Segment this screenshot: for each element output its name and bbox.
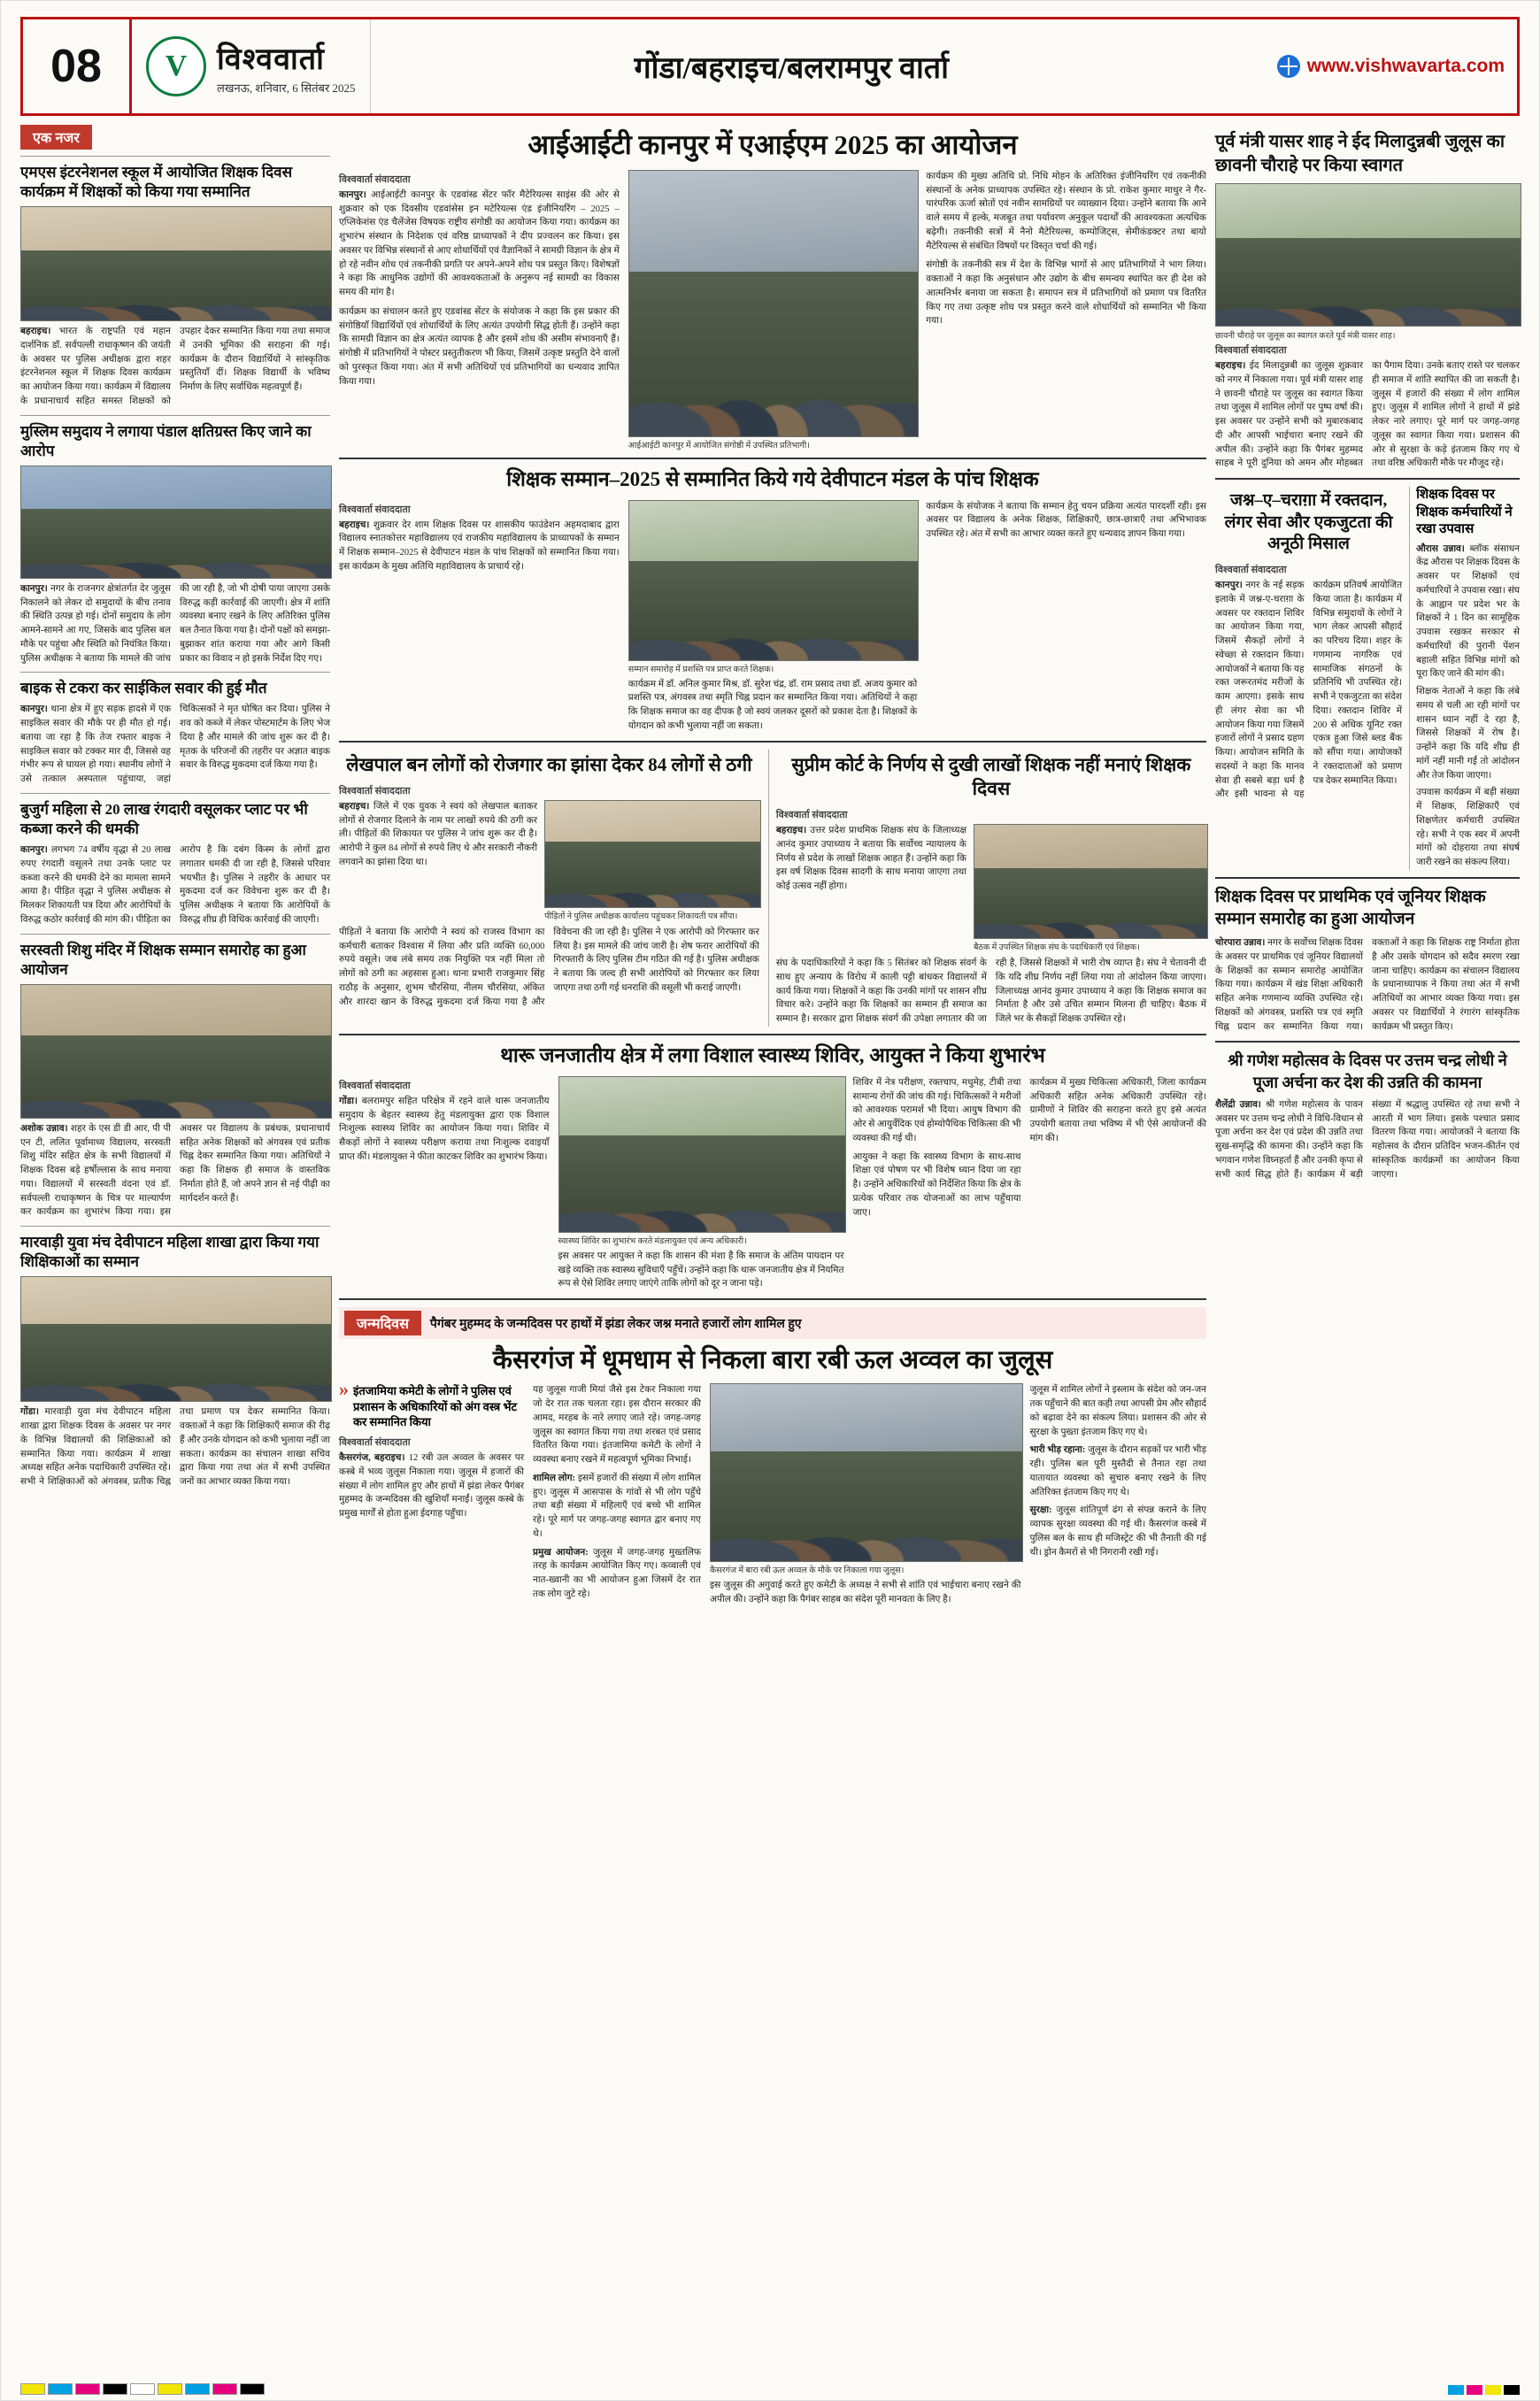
body: नगर के नई सड़क इलाके में जश्न-ए-चराग़ा के अवसर पर रक्तदान शिविर का आयोजन किया गया, जिसमें सैकड़ों लोगों ने स्वेच्छा से रक्तदान किया। आयोजकों ने बताया कि यह रक्त जरूरतमंद मरीजों के काम आएगा। [1215,581,1305,703]
edition-title: गोंडा/बहराइच/बलरामपुर वार्ता [634,52,949,85]
article-extortion [20,800,330,927]
body-3: जुलूस में शामिल लोगों ने हाथों में झंडे लेकर नारे लगाए। पूरे मार्ग पर जगह-जगह जुलूस का स्वागत किया गया। प्रशासन की ओर से सुरक्षा के कड़े इंतजाम किए गए थे तथा वरिष्ठ अधिकारी मौके पर मौजूद रहे। [1372,403,1520,469]
byline: विश्ववार्ता संवाददाता [339,1080,411,1091]
body-3: कार्यक्रम में विभिन्न समुदायों के लोगों ने भाग लेकर आपसी सौहार्द का परिचय दिया। शहर के गणमान्य नागरिक एवं सामाजिक संगठनों के प्रतिनिधि भी उपस्थित रहे। सभी ने एकजुटता का संदेश दिया। [1313,594,1403,716]
body: थाना क्षेत्र में हुए सड़क हादसे में एक साइकिल सवार की मौके पर ही मौत हो गई। बताया जा रहा है कि तेज रफ्तार बाइक ने साइकिल सवार को टक्कर मार दी, जिससे वह गंभीर रूप से घायल हो गया। स्थानीय लोगों ने उसे तत्काल अस्पताल पहुंचाया, जहां चिकित्सकों ने मृत घोषित कर दिया। पुलिस ने शव को कब्जे में लेकर पोस्टमार्टम के लिए भेज दिया है और मामले की जांच शुरू कर दी है। मृतक के परिजनों की तहरीर पर अज्ञात बाइक सवार के विरुद्ध मुकदमा दर्ज किया गया है। [20,704,330,785]
article-tharu-health-camp [339,1043,1206,1291]
dateline: गोंडा। [339,1096,358,1106]
body-6: जुलूस में शामिल लोगों ने इस्लाम के संदेश को जन-जन तक पहुँचाने की बात कही तथा आपसी प्रेम और सौहार्द को बढ़ावा देने का संकल्प लिया। प्रशासन की ओर से सुरक्षा के पुख्ता इंतजाम किए गए थे। [1029,1385,1206,1437]
dateline: कानपुर। [20,845,48,856]
dateline: कैसरगंज, बहराइच। [339,1453,405,1464]
body: बलरामपुर सहित परिक्षेत्र में रहने वाले थारू जनजातीय समुदाय के बेहतर स्वास्थ्य हेतु मंडलायुक्त द्वारा एक विशाल निःशुल्क स्वास्थ्य शिविर का आयोजन किया गया। शिविर में सैकड़ों लोगों ने स्वास्थ्य परीक्षण कराया तथा निःशुल्क दवाइयाँ प्राप्त कीं। मंडलायुक्त ने फीता काटकर शिविर का शुभारंभ किया। [339,1096,550,1162]
dateline: औरास उन्नाव। [1416,543,1465,554]
body: श्री गणेश महोत्सव के पावन अवसर पर उत्तम चन्द्र लोधी ने विधि-विधान से पूजा अर्चना कर देश एवं प्रदेश की उन्नति तथा सुख-समृद्धि की कामना की। उन्होंने कहा कि भगवान गणेश विघ्नहर्ता हैं और उनकी कृपा से सभी कार्य सिद्ध होते हैं। [1215,1099,1363,1180]
article-photo [710,1383,1023,1562]
headline: लेखपाल बन लोगों को रोजगार का झांसा देकर 84 लोगों से ठगी [346,753,752,775]
article-photo [1215,183,1521,327]
article-photo [20,206,332,321]
photo-caption: पीड़ितों ने पुलिस अधीक्षक कार्यालय पहुंचकर शिकायती पत्र सौंपा। [544,912,738,921]
dateline: बहराइच। [339,519,370,530]
headline: मारवाड़ी युवा मंच देवीपाटन महिला शाखा द्वारा किया गया शिक्षिकाओं का सम्मान [20,1234,320,1271]
body-3: कार्यक्रम के संयोजक ने बताया कि सम्मान हेतु चयन प्रक्रिया अत्यंत पारदर्शी रही। इस अवसर पर विद्यालय के अनेक शिक्षक, शिक्षिकाएँ, छात्र-छात्राएँ तथा अभिभावक उपस्थित रहे। अंत में सभी का आभार व्यक्त करते हुए धन्यवाद ज्ञापन किया गया। [926,501,1206,540]
photo-caption: आईआईटी कानपुर में आयोजित संगोष्ठी में उपस्थित प्रतिभागी। [628,441,810,450]
dateline: बहराइच। [1215,361,1246,371]
body: उत्तर प्रदेश प्राथमिक शिक्षक संघ के जिलाध्यक्ष आनंद कुमार उपाध्याय ने बताया कि सर्वोच्च न्यायालय के निर्णय से प्रदेश के लाखों शिक्षक आहत हैं। उन्होंने कहा कि इस वर्ष शिक्षक दिवस सादगी के साथ मनाया जाएगा तथा कोई उत्सव नहीं होगा। [775,826,967,892]
body-2: संघ के पदाधिकारियों ने कहा कि 5 सितंबर को शिक्षक संवर्ग के साथ हुए अन्याय के विरोध में काली पट्टी बांधकर विद्यालयों में कार्य किया गया। शिक्षकों ने कहा कि उनकी मांगों पर शासन शीघ्र विचार करे। [775,958,987,1011]
body-8: जुलूस शांतिपूर्ण ढंग से संपन्न कराने के लिए व्यापक सुरक्षा व्यवस्था की गई थी। कैसरगंज कस्बे में पुलिस बल के साथ ही मजिस्ट्रेट की भी तैनाती की गई थी। ड्रोन कैमरों से भी निगरानी रखी गई। [1029,1505,1207,1558]
body: शुक्रवार देर शाम शिक्षक दिवस पर शासकीय फाउंडेशन अहमदाबाद द्वारा विद्यालय स्नातकोत्तर महाविद्यालय एवं राजकीय महाविद्यालय के प्राध्यापकों के सम्मान में शिक्षक सम्मान–2025 से देवीपाटन मंडल के पांच शिक्षकों को सम्मानित किया गया। इस कार्यक्रम के मुख्य अतिथि महाविद्यालय के प्राचार्य रहे। [339,519,620,572]
body-4: शेष फरार आरोपियों की गिरफ्तारी के लिए पुलिस टीम गठित की गई है। पुलिस अधीक्षक ने बताया कि जल्द ही सभी आरोपियों को गिरफ्तार कर लिया जाएगा तथा ठगी गई धनराशि की वसूली भी कराई जाएगी। [553,941,759,993]
article-ms-international [20,163,330,409]
subhead-1: शामिल लोग: [533,1473,576,1483]
masthead [20,17,1520,116]
byline: विश्ववार्ता संवाददाता [339,1437,411,1449]
dateline: शैलेंद्री उन्नाव। [1215,1099,1261,1110]
website-url[interactable]: www.vishwavarta.com [1306,56,1505,76]
body-2: यह जुलूस गाजी मियां जैसे इस टेकर निकाला गया जो देर रात तक चलता रहा। इस दौरान सरकार की आमद, मरहब के नारे लगाए जाते रहे। जगह-जगह जुलूस का स्वागत किया गया तथा शरबत एवं प्रसाद वितरित किया गया। इंतजामिया कमेटी के लोगों ने व्यवस्था बनाए रखने में महत्वपूर्ण भूमिका निभाई। [533,1385,701,1466]
article-primary-junior-award [1215,886,1520,1035]
article-photo [544,800,761,908]
dateline: बहराइच। [20,327,51,337]
body-4: जुलूस में जगह-जगह मुख्तलिफ तरह के कार्यक्रम आयोजित किए गए। कव्वाली एवं नात-ख्वानी का भी आयोजन हुआ जिसमें देर रात तक लोग जुटे रहे। [533,1547,701,1599]
registration-colorbar [20,2383,265,2395]
dateline: बहराइच। [339,801,370,812]
headline: बुजुर्ग महिला से 20 लाख रंगदारी वसूलकर प्लाट पर भी कब्जा करने की धमकी [20,800,308,838]
dateline: कानपुर। [20,704,48,715]
body-3: उपवास कार्यक्रम में बड़ी संख्या में शिक्षक, शिक्षिकाएँ एवं शिक्षणेतर कर्मचारी उपस्थित रहे। सभी ने एक स्वर में अपनी मांगों को दोहराया तथा संघर्ष जारी रखने का संकल्प लिया। [1416,788,1520,867]
dateline: कानपुर। [339,189,366,200]
pull-quote: इंतजामिया कमेटी के लोगों ने पुलिस एवं प्रशासन के अधिकारियों को अंग वस्त्र भेंट कर सम्मानित किया [353,1384,518,1429]
article-photo [20,1276,332,1402]
headline: शिक्षक दिवस पर प्राथमिक एवं जूनियर शिक्षक सम्मान समारोह का हुआ आयोजन [1215,887,1486,929]
article-photo [628,500,919,661]
article-kaiserganj-julus [339,1307,1206,1607]
quote-icon: » [339,1378,349,1401]
body: मारवाड़ी युवा मंच देवीपाटन महिला शाखा द्वारा शिक्षक दिवस के अवसर पर नगर के विभिन्न विद्यालयों की शिक्षिकाओं को सम्मानित किया गया। कार्यक्रम में शाखा अध्यक्ष सहित अनेक पदाधिकारी उपस्थित रहे। सभी ने शिक्षिकाओं को अंगवस्त्र, प्रतीक चिह्न तथा प्रमाण पत्र देकर सम्मानित किया। वक्ताओं ने कहा कि शिक्षिकाएँ समाज की रीढ़ हैं और उनके योगदान को कभी भुलाया नहीं जा सकता। कार्यक्रम का संचालन शाखा सचिव द्वारा किया गया तथा अंत में सभी उपस्थित जनों का आभार व्यक्त किया गया। [20,1407,330,1488]
body-2: इसके साथ ही लंगर सेवा का भी आयोजन किया गया जिसमें हजारों लोगों ने प्रसाद ग्रहण किया। आयोजन समिति के सदस्यों ने कहा कि मानव सेवा ही सबसे बड़ा धर्म है और इसी भावना से यह कार्यक्रम प्रतिवर्ष आयोजित किया जाता है। [1215,581,1403,800]
body: भारत के राष्ट्रपति एवं महान दार्शनिक डॉ. सर्वपल्ली राधाकृष्णन की जयंती के अवसर पर पुलिस अधीक्षक द्वारा शहर इंटरनेशनल स्कूल में शिक्षक दिवस कार्यक्रम का आयोजन किया गया। कार्यक्रम में विद्यालय के प्रधानाचार्य सहित समस्त शिक्षकों को उपहार देकर सम्मानित किया गया तथा समाज में उनकी भूमिका की सराहना की गई। कार्यक्रम के दौरान विद्यार्थियों ने सांस्कृतिक प्रस्तुतियाँ दीं। शिक्षक विद्यार्थी के भविष्य निर्माण के लिए सर्वाधिक महत्वपूर्ण हैं। [20,327,330,406]
body-3: कार्यक्रम की मुख्य अतिथि प्रो. निधि मोहन के अतिरिक्त इंजीनियरिंग एवं तकनीकी संस्थानों के अनेक प्राध्यापक उपस्थित रहे। संस्थान के प्रो. राकेश कुमार माथुर ने गैर-पारंपरिक ऊर्जा स्रोतों एवं नवीन सामग्रियों पर व्याख्यान दिया। उन्होंने बताया कि आने वाले समय में हल्के, मजबूत तथा पर्यावरण अनुकूल पदार्थों की आवश्यकता अत्यधिक बढ़ेगी। तकनीकी सत्रों में नैनो मैटेरियल्स, कम्पोजिट्स, सेमीकंडक्टर तथा बायो मैटेरियल्स से संबंधित विषयों पर विस्तृत चर्चा की गई। [926,171,1206,251]
byline: विश्ववार्ता संवाददाता [339,504,411,515]
dateline: कानपुर। [20,583,48,594]
subhead-2: प्रमुख आयोजन: [533,1547,589,1558]
article-teacher-award-2025 [339,466,1206,734]
article-iitk-aim2025 [339,128,1206,450]
headline: जश्न–ए–चराग़ा में रक्तदान, लंगर सेवा और एकजुटता की अनूठी मिसाल [1224,491,1393,554]
body: नगर के सर्वोच्च शिक्षक दिवस के अवसर पर प्राथमिक एवं जूनियर विद्यालयों के शिक्षकों का सम्मान समारोह आयोजित किया गया। कार्यक्रम में खंड शिक्षा अधिकारी सहित अनेक गणमान्य व्यक्ति उपस्थित रहे। [1215,938,1364,1004]
byline: विश्ववार्ता संवाददाता [1215,565,1287,576]
article-pandal-damage [20,422,330,666]
headline: एमएस इंटरनेशनल स्कूल में आयोजित शिक्षक दिवस कार्यक्रम में शिक्षकों को किया गया सम्मानित [20,164,293,201]
body: नगर के राजनगर क्षेत्रांतर्गत देर जुलूस निकालने को लेकर दो समुदायों के बीच तनाव की स्थिति उत्पन्न हो गई। दोनों समुदाय के लोग आमने-सामने आ गए, जिसके बाद पुलिस बल मौके पर पहुंचा और स्थिति को नियंत्रित किया। पुलिस अधीक्षक ने बताया कि मामले की जांच की जा रही है, जो भी दोषी पाया जाएगा उसके विरुद्ध कड़ी कार्रवाई की जाएगी। क्षेत्र में शांति व्यवस्था बनाए रखने के लिए अतिरिक्त पुलिस बल तैनात किया गया है। दोनों पक्षों को समझा-बुझाकर शांत कराया गया और आगे किसी प्रकार का विवाद न हो इसके निर्देश दिए गए। [20,583,330,664]
left-column [20,125,330,1607]
dateline: गोंडा। [20,1407,39,1418]
body-4: संगोष्ठी के तकनीकी सत्र में देश के विभिन्न भागों से आए प्रतिभागियों ने भाग लिया। वक्ताओं ने कहा कि अनुसंधान और उद्योग के बीच समन्वय स्थापित कर ही देश को आत्मनिर्भर बनाया जा सकता है। समापन सत्र में प्रतिभागियों को प्रमाण पत्र वितरित किए गए तथा उत्कृष्ट शोध पत्र प्रस्तुत करने वाले शोधार्थियों को सम्मानित भी किया गया। [926,260,1206,327]
headline: सुप्रीम कोर्ट के निर्णय से दुखी लाखों शिक्षक नहीं मनाएं शिक्षक दिवस [791,753,1191,799]
dateline: चोरपारा उन्नाव। [1215,938,1266,949]
article-lekhpal-fraud [339,750,759,1027]
article-cycle-accident [20,679,330,787]
headline: बाइक से टकरा कर साईकिल सवार की हुई मौत [20,680,267,697]
headline: आईआईटी कानपुर में एआईएम 2025 का आयोजन [527,129,1018,160]
photo-caption: छावनी चौराहे पर जुलूस का स्वागत करते पूर्व मंत्री यासर शाह। [1215,332,1396,341]
byline: विश्ववार्ता संवाददाता [1215,345,1287,356]
website-block[interactable] [1213,55,1517,78]
globe-icon [1277,55,1300,78]
photo-caption: स्वास्थ्य शिविर का शुभारंभ करते मंडलायुक्त एवं अन्य अधिकारी। [558,1236,747,1246]
article-photo [628,170,919,437]
body-2: शिक्षक नेताओं ने कहा कि लंबे समय से चली आ रही मांगों पर शासन ध्यान नहीं दे रहा है, जिससे शिक्षकों में रोष है। उन्होंने कहा कि यदि शीघ्र ही मांगें नहीं मानी गईं तो आंदोलन और तेज किया जाएगा। [1416,687,1520,781]
badge-janmadivas: जन्मदिवस [344,1311,421,1335]
body-4: रक्तदान शिविर में 200 से अधिक यूनिट रक्त एकत्र हुआ जिसे ब्लड बैंक को सौंपा गया। आयोजकों ने रक्तदाताओं को प्रमाण पत्र देकर सम्मानित किया। [1313,705,1403,786]
headline: पूर्व मंत्री यासर शाह ने ईद मिलादुन्नबी जुलूस का छावनी चौराहे पर किया स्वागत [1215,132,1505,175]
body: आईआईटी कानपुर के एडवांस्ड सेंटर फॉर मैटेरियल्स साइंस की ओर से शुक्रवार को एक दिवसीय एडवांसेस इन मटेरियल्स एंड इंजीनियरिंग – 2025 – एप्लिकेशंस एंड चैलेंजेस विषयक राष्ट्रीय संगोष्ठी का आयोजन किया गया। कार्यक्रम का शुभारंभ संस्थान के निदेशक एवं वरिष्ठ प्राध्यापकों ने दीप प्रज्वलन कर किया। इस अवसर पर विभिन्न संस्थानों से आए शोधार्थियों एवं वैज्ञानिकों ने सामग्री विज्ञान के क्षेत्र में हो रहे नवीन शोध एवं तकनीकी प्रगति पर अपने-अपने शोध पत्र प्रस्तुत किए। विशेषज्ञों ने कहा कि आधुनिक उद्योगों की आवश्यकताओं के अनुरूप नई सामग्री का विकास समय की मांग है। [339,189,620,297]
body: ब्लॉक संसाधन केंद्र औरास पर शिक्षक दिवस के अवसर पर शिक्षकों एवं कर्मचारियों ने उपवास रखा। संघ के आह्वान पर प्रदेश भर के शिक्षकों ने 1 दिन का सामूहिक उपवास रखकर सरकार से कर्मचारियों की पुरानी पेंशन बहाली सहित विभिन्न मांगों को पूरा किए जाने की मांग की। [1416,543,1520,680]
body-3: कार्यक्रम का संचालन विद्यालय के प्रधानाध्यापक ने किया तथा अंत में सभी अतिथियों का आभार व्यक्त किया गया। इस अवसर पर विद्यार्थियों ने रंगारंग सांस्कृतिक कार्यक्रम भी प्रस्तुत किए। [1372,966,1521,1032]
headline: शिक्षक सम्मान–2025 से सम्मानित किये गये देवीपाटन मंडल के पांच शिक्षक [506,467,1039,490]
body-2: उन्होंने कहा कि पैगंबर मुहम्मद साहब ने पूरी दुनिया को अमन और मोहब्बत का पैगाम दिया। उनके बताए रास्ते पर चलकर ही समाज में शांति स्थापित की जा सकती है। जुलूस में हजारों की संख्या में लोग शामिल हुए। [1215,361,1520,469]
body-2: पीड़ितों ने बताया कि आरोपी ने स्वयं को राजस्व विभाग का कर्मचारी बताकर विश्वास में लिया और प्रति व्यक्ति 60,000 रुपये वसूले। जब लंबे समय तक नियुक्ति पत्र नहीं मिला तो लोगों को ठगी का अहसास हुआ। [339,927,545,980]
body-2: कार्यक्रम का संचालन करते हुए एडवांस्ड सेंटर के संयोजक ने कहा कि इस प्रकार की संगोष्ठियाँ विद्यार्थियों एवं शोधार्थियों के लिए अत्यंत उपयोगी सिद्ध होती हैं। उन्होंने कहा कि सामग्री विज्ञान का क्षेत्र अत्यंत व्यापक है और इसमें शोध की असीम संभावनाएँ हैं। संगोष्ठी में प्रतिभागियों ने पोस्टर प्रस्तुतीकरण भी किया, जिसमें उत्कृष्ट प्रस्तुति देने वालों को पुरस्कृत किया गया। अंत में सभी अतिथियों एवं प्रतिभागियों का धन्यवाद ज्ञापित किया गया। [339,306,620,387]
article-yasar-shah [1215,130,1520,471]
dateline: बहराइच। [775,826,807,836]
body-4: आयुक्त ने कहा कि स्वास्थ्य विभाग के साथ-साथ शिक्षा एवं पोषण पर भी विशेष ध्यान दिया जा रहा है। उन्होंने अधिकारियों को निर्देशित किया कि क्षेत्र के प्रत्येक परिवार तक योजनाओं का लाभ पहुँचाया जाए। [852,1151,1021,1218]
photo-caption: कैसरगंज में बारा रबी ऊल अव्वल के मौके पर निकाला गया जुलूस। [710,1566,905,1576]
article-marwari-yuva-manch [20,1233,330,1489]
article-supreme-court-teachers [768,750,1206,1027]
body-3: उन्होंने कहा कि शिक्षकों का सम्मान ही समाज का सम्मान है। सरकार द्वारा शिक्षक संवर्ग की उपेक्षा लगातार की जा रही है, जिससे शिक्षकों में भारी रोष व्याप्त है। संघ ने चेतावनी दी कि यदि शीघ्र निर्णय नहीं लिया गया तो आंदोलन किया जाएगा। [775,958,1206,1025]
body-2: इस अवसर पर आयुक्त ने कहा कि शासन की मंशा है कि समाज के अंतिम पायदान पर खड़े व्यक्ति तक स्वास्थ्य सुविधाएँ पहुँचें। उन्होंने कहा कि थारू जनजातीय क्षेत्र में नियमित रूप से ऐसे शिविर लगाए जाएंगे ताकि लोगों को दूर न जाना पड़े। [558,1251,844,1289]
body-5: कार्यक्रम में मुख्य चिकित्सा अधिकारी, जिला कार्यक्रम अधिकारी सहित अनेक अधिकारी उपस्थित रहे। ग्रामीणों ने शिविर की सराहना करते हुए इसे अत्यंत उपयोगी बताया तथा भविष्य में भी ऐसे आयोजनों की मांग की। [1029,1077,1206,1143]
brand-name: विश्ववार्ता [217,43,325,76]
logo-block [132,19,371,113]
body-2: कार्यक्रम में बड़ी संख्या में श्रद्धालु उपस्थित रहे तथा सभी ने आरती में भाग लिया। इसके पश्चात प्रसाद वितरण किया गया। आयोजकों ने बताया कि महोत्सव के दौरान प्रतिदिन भजन-कीर्तन एवं सांस्कृतिक कार्यक्रमों का आयोजन किया जाएगा। [1307,1099,1520,1180]
byline: विश्ववार्ता संवाददाता [775,810,848,821]
headline: श्री गणेश महोत्सव के दिवस पर उत्तम चन्द्र लोधी ने पूजा अर्चना कर देश की उन्नति की कामना [1228,1051,1507,1091]
body-3: इसमें हजारों की संख्या में लोग शामिल हुए। जुलूस में आसपास के गांवों से भी लोग पहुँचे तथा बड़ी संख्या में महिलाएँ एवं बच्चे भी शामिल रहे। पूरे मार्ग पर जगह-जगह स्वागत द्वार बनाए गए थे। [533,1473,701,1539]
body-3: थाना प्रभारी राजकुमार सिंह राठौड़ के अनुसार, शुभम चौरसिया, नीलम चौरसिया, अंकित और शारदा खान के विरुद्ध मुकदमा दर्ज किया गया है और विवेचना की जा रही है। पुलिस ने एक आरोपी को गिरफ्तार कर लिया है। इस मामले की जांच जारी है। [339,927,759,1007]
cmyk-marks [1448,2385,1520,2395]
article-teacher-fast [1409,487,1520,870]
center-column [339,125,1206,1607]
article-photo [974,824,1208,939]
page-number: 08 [23,19,132,113]
body: लगभग 74 वर्षीय वृद्धा से 20 लाख रुपए रंगदारी वसूलने तथा उनके प्लाट पर कब्जा करने की धमकी देने का मामला सामने आया है। पीड़ित वृद्धा ने पुलिस अधीक्षक से मिलकर शिकायती पत्र दिया और आरोपियों के विरुद्ध कठोर कार्रवाई की मांग की। पीड़िता का आरोप है कि दबंग किस्म के लोगों द्वारा लगातार धमकी दी जा रही है, जिससे परिवार भयभीत है। पुलिस ने तहरीर के आधार पर मुकदमा दर्ज कर विवेचना शुरू कर दी है। पुलिस अधीक्षक ने बताया कि आरोपियों के विरुद्ध शीघ्र ही विधिक कार्रवाई की जाएगी। [20,845,330,925]
body-4: जिलाध्यक्ष आनंद कुमार उपाध्याय ने कहा कि शिक्षक समाज का निर्माता है और उसे उचित सम्मान मिलना ही चाहिए। बैठक में जिले भर के सैकड़ों शिक्षक उपस्थित रहे। [995,986,1206,1025]
headline: कैसरगंज में धूमधाम से निकला बारा रबी ऊल अव्वल का जुलूस [492,1346,1053,1375]
photo-caption: बैठक में उपस्थित शिक्षक संघ के पदाधिकारी एवं शिक्षक। [974,943,1140,953]
subhead-4: सुरक्षा: [1029,1505,1052,1516]
article-photo [20,466,332,579]
byline: विश्ववार्ता संवाददाता [339,173,411,185]
body-2: शिक्षकों को अंगवस्त्र, प्रशस्ति पत्र एवं स्मृति चिह्न प्रदान कर सम्मानित किया गया। वक्ताओं ने कहा कि शिक्षक राष्ट्र निर्माता होता है और उसके योगदान को सदैव स्मरण रखा जाना चाहिए। [1215,938,1520,1032]
strapline: पैगंबर मुहम्मद के जन्मदिवस पर हाथों में झंडा लेकर जश्न मनाते हजारों लोग शामिल हुए [429,1317,802,1331]
headline: मुस्लिम समुदाय ने लगाया पंडाल क्षतिग्रस्त किए जाने का आरोप [20,422,312,459]
headline: शिक्षक दिवस पर शिक्षक कर्मचारियों ने रखा उपवास [1416,488,1513,536]
body: शहर के एस डी डी आर, पी पी एन टी, ललित पूर्वामाध्य विद्यालय, सरस्वती शिशु मंदिर सहित क्षेत्र के सभी विद्यालयों में शिक्षक दिवस बड़े हर्षोल्लास के साथ मनाया गया। विद्यालयों में सरस्वती वंदना एवं डॉ. सर्वपल्ली राधाकृष्णन के चित्र पर माल्यार्पण कर कार्यक्रम का शुभारंभ किया गया। इस अवसर पर विद्यालय के प्रबंधक, प्रधानाचार्य सहित अनेक शिक्षकों को अंगवस्त्र एवं प्रतीक चिह्न देकर सम्मानित किया गया। अतिथियों ने कहा कि शिक्षक ही समाज के वास्तविक निर्माता होते हैं, जो अपने ज्ञान से नई पीढ़ी का मार्गदर्शन करते हैं। [20,1123,330,1218]
body: ईद मिलादुन्नबी का जुलूस शुक्रवार को नगर में निकाला गया। पूर्व मंत्री यासर शाह ने छावनी चौराहे पर जुलूस का स्वागत किया तथा जुलूस में शामिल लोगों पर पुष्प वर्षा की। इस अवसर पर उन्होंने सभी को मुबारकबाद दी और आपसी भाईचारा बनाए रखने की अपील की। [1215,361,1363,455]
headline: सरस्वती शिशु मंदिर में शिक्षक सम्मान समारोह का हुआ आयोजन [20,941,306,978]
logo-icon [146,36,206,96]
photo-caption: सम्मान समारोह में प्रशस्ति पत्र प्राप्त करते शिक्षक। [628,665,774,674]
right-column [1215,125,1520,1607]
brand-subtitle: लखनऊ, शनिवार, 6 सितंबर 2025 [217,81,356,95]
body: 12 रबी उल अव्वल के अवसर पर कस्बे में भव्य जुलूस निकाला गया। जुलूस में हजारों की संख्या में लोग शामिल हुए और हाथों में झंडा लेकर पैगंबर मुहम्मद के जन्मदिवस की खुशियाँ मनाईं। जुलूस कस्बे के प्रमुख मार्गों से होता हुआ ईदगाह पहुँचा। [339,1453,525,1520]
article-jashn-e-chiragha [1215,487,1402,870]
article-photo [20,984,332,1119]
article-saraswati-shishu-mandir [20,941,330,1220]
dateline: कानपुर। [1215,581,1243,591]
headline: थारू जनजातीय क्षेत्र में लगा विशाल स्वास्थ्य शिविर, आयुक्त ने किया शुभारंभ [500,1043,1045,1066]
body-2: कार्यक्रम में डॉ. अनिल कुमार मिश्र, डॉ. सुरेश चंद्र, डॉ. राम प्रसाद तथा डॉ. अजय कुमार को प्रशस्ति पत्र, अंगवस्त्र तथा स्मृति चिह्न प्रदान कर सम्मानित किया गया। अतिथियों ने कहा कि शिक्षक समाज का वह दीपक है जो स्वयं जलकर दूसरों को प्रकाश देता है। शिक्षकों के योगदान को कभी भुलाया नहीं जा सकता। [628,679,918,731]
article-ganesh-mahotsav [1215,1050,1520,1181]
dateline: अशोक उन्नाव। [20,1123,68,1134]
article-photo [558,1076,846,1233]
body-3: शिविर में नेत्र परीक्षण, रक्तचाप, मधुमेह, टीबी तथा सामान्य रोगों की जांच की गई। चिकित्सकों ने मरीजों को आवश्यक परामर्श भी दिया। आयुष विभाग की ओर से आयुर्वेदिक एवं होम्योपैथिक चिकित्सा की भी व्यवस्था की गई थी। [852,1077,1021,1143]
logo-letter: V [165,50,188,82]
byline: विश्ववार्ता संवाददाता [339,785,411,796]
subhead-3: भारी भीड़ रहाना: [1029,1445,1086,1456]
body-7: जुलूस के दौरान सड़कों पर भारी भीड़ रही। पुलिस बल पूरी मुस्तैदी से तैनात रहा तथा यातायात व्यवस्था को सुचारु बनाए रखने के लिए अतिरिक्त इंतजाम किए गए थे। [1029,1445,1207,1497]
body-5: इस जुलूस की अगुवाई करते हुए कमेटी के अध्यक्ष ने सभी से शांति एवं भाईचारा बनाए रखने की अपील की। उन्होंने कहा कि पैगंबर साहब का संदेश पूरी मानवता के लिए है। [710,1581,1021,1605]
body: जिले में एक युवक ने स्वयं को लेखपाल बताकर लोगों से रोजगार दिलाने के नाम पर लाखों रुपये की ठगी कर ली। पीड़ितों की शिकायत पर पुलिस ने जांच शुरू कर दी है। आरोपी ने कुल 84 लोगों से रुपये लिए थे और सरकारी नौकरी लगवाने का झांसा दिया था। [339,801,538,867]
section-tag-ek-nazar: एक नजर [20,125,92,150]
